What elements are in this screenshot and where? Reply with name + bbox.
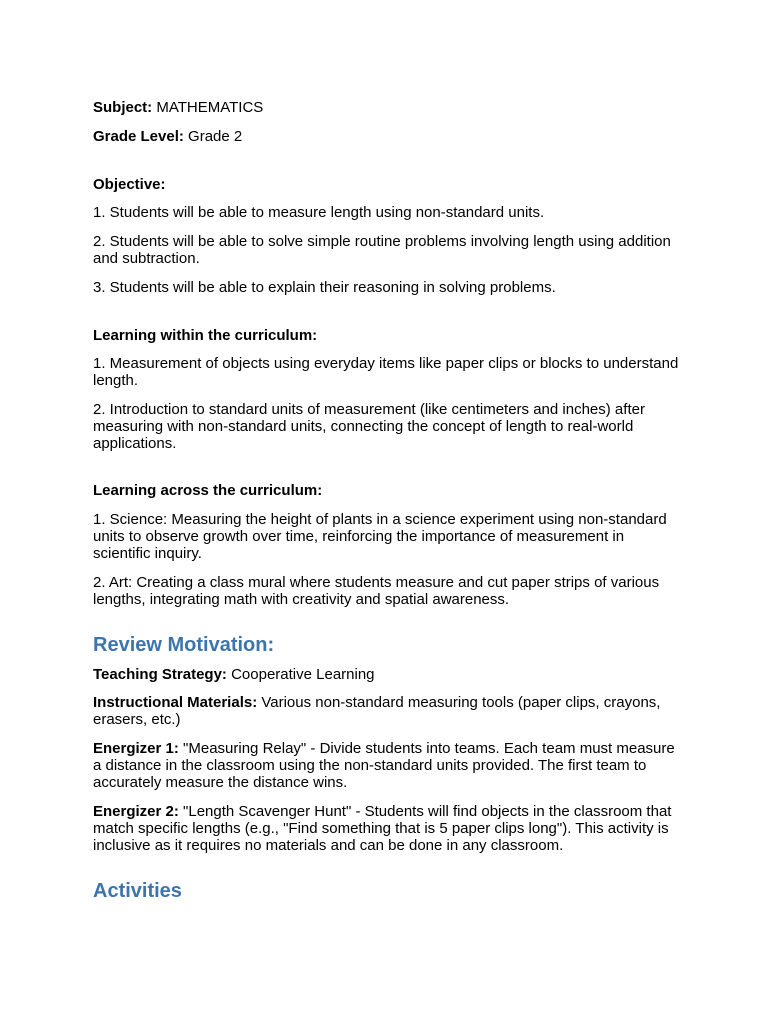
energizer-1-value: "Measuring Relay" - Divide students into teams. Each team must measure a distance in the classroom using the non-standard units provided. The first team to accurately measure the distance wins. <box>93 740 675 791</box>
energizer-1-line <box>93 740 683 791</box>
objective-item: 3. Students will be able to explain their reasoning in solving problems. <box>93 279 556 296</box>
objective-item: 2. Students will be able to solve simple routine problems involving length using addition and subtraction. <box>93 233 671 267</box>
objective-item: 1. Students will be able to measure length using non-standard units. <box>93 204 545 221</box>
instructional-materials-value: Various non-standard measuring tools (paper clips, crayons, erasers, etc.) <box>93 694 661 728</box>
grade-level-value: Grade 2 <box>183 128 243 145</box>
document-content <box>93 99 683 903</box>
subject-label: Subject: <box>93 99 153 116</box>
learning-within-item: 2. Introduction to standard units of measurement (like centimeters and inches) after measuring with non-standard units, connecting the concept of length to real-world applications. <box>93 401 645 452</box>
instructional-materials-line <box>93 694 683 728</box>
energizer-1-label: Energizer 1: <box>93 740 179 757</box>
activities-title: Activities <box>93 880 182 902</box>
teaching-strategy-value: Cooperative Learning <box>226 666 375 683</box>
subject-value: MATHEMATICS <box>152 99 264 116</box>
learning-across-item: 1. Science: Measuring the height of plants in a science experiment using non-standard units to observe growth over time, reinforcing the importance of measurement in scientific inquiry. <box>93 511 667 562</box>
review-motivation-title: Review Motivation: <box>93 634 275 656</box>
grade-level-line <box>93 128 683 145</box>
learning-across-heading: Learning across the curriculum: <box>93 482 323 499</box>
teaching-strategy-line <box>93 666 683 683</box>
objective-heading: Objective: <box>93 176 166 193</box>
subject-line <box>93 99 683 116</box>
instructional-materials-label: Instructional Materials: <box>93 694 258 711</box>
energizer-2-label: Energizer 2: <box>93 803 179 820</box>
teaching-strategy-label: Teaching Strategy: <box>93 666 227 683</box>
learning-across-item: 2. Art: Creating a class mural where students measure and cut paper strips of various lengths, integrating math with creativity and spatial awareness. <box>93 574 660 608</box>
learning-within-heading: Learning within the curriculum: <box>93 327 318 344</box>
energizer-2-value: "Length Scavenger Hunt" - Students will find objects in the classroom that match specific lengths (e.g., "Find something that is 5 paper clips long"). This activity is inclusive as it requires no materials and can be done in any classroom. <box>93 803 672 854</box>
learning-within-item: 1. Measurement of objects using everyday items like paper clips or blocks to understand length. <box>93 355 679 389</box>
energizer-2-line <box>93 803 683 854</box>
grade-level-label: Grade Level: <box>93 128 184 145</box>
